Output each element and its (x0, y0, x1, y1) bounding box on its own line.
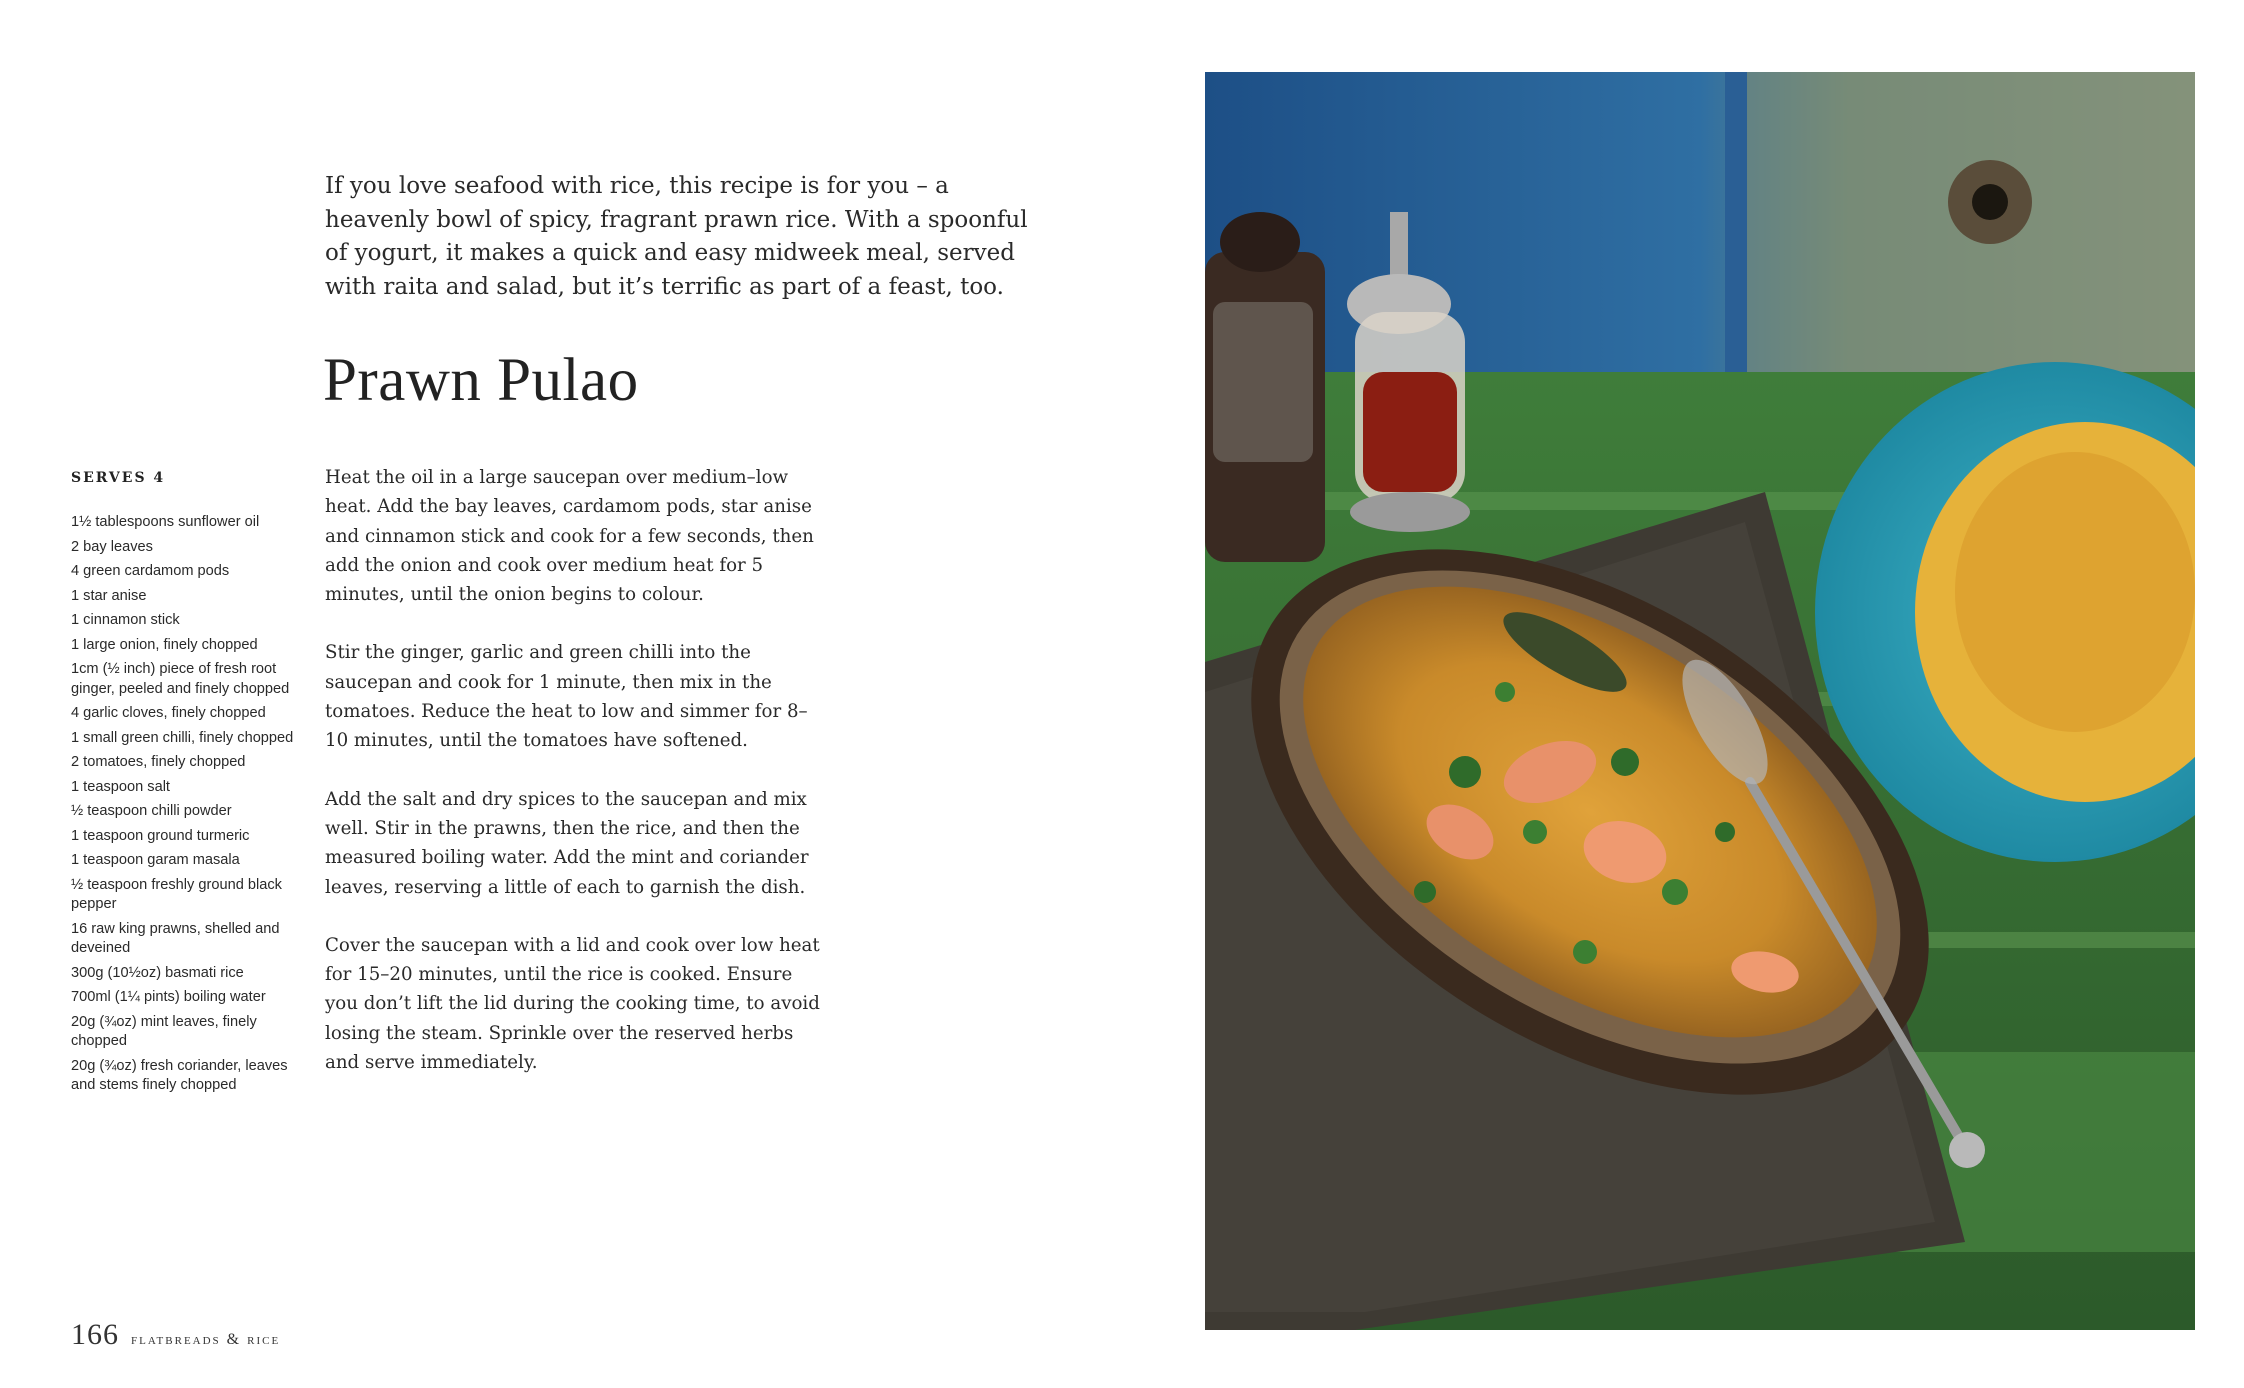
page-footer (71, 1318, 280, 1354)
method-step-4: Cover the saucepan with a lid and cook over low heat for 15–20 minutes, until the rice is cooked. Ensure you don’t lift the lid during the cooking time, to avoid losing the steam. Sprinkle over the reserved herbs and serve immediately. (325, 934, 820, 1074)
ingredient-item: 300g (10½oz) basmati rice (71, 964, 244, 981)
section-name: flatbreads & rice (131, 1331, 281, 1348)
method-step-2: Stir the ginger, garlic and green chilli into the saucepan and cook for 1 minute, then mix in the tomatoes. Reduce the heat to low and simmer for 8–10 minutes, until the tomatoes have softened. (325, 642, 808, 752)
method-step-1: Heat the oil in a large saucepan over medium–low heat. Add the bay leaves, cardamom pods, star anise and cinnamon stick and cook for a few seconds, then add the onion and cook over medium heat for 5 minutes, until the onion begins to colour. (325, 467, 814, 606)
serves-label: SERVES 4 (71, 470, 166, 486)
method-step-3: Add the salt and dry spices to the saucepan and mix well. Stir in the prawns, then the rice, and then the measured boiling water. Add the mint and coriander leaves, reserving a little of each to garnish the dish. (325, 788, 809, 898)
ingredient-item: 1 small green chilli, finely chopped (71, 729, 294, 746)
ingredient-item: ½ teaspoon chilli powder (71, 803, 232, 819)
ingredient-item: 4 garlic cloves, finely chopped (71, 705, 266, 721)
ingredient-item: 1 cinnamon stick (71, 612, 180, 628)
recipe-title: Prawn Pulao (323, 347, 639, 414)
ingredient-item: 2 tomatoes, finely chopped (71, 754, 246, 770)
ingredient-item: 700ml (1¼ pints) boiling water (71, 989, 266, 1005)
ingredient-item: 1 teaspoon salt (71, 778, 170, 795)
page-number: 166 (71, 1318, 119, 1351)
ingredient-item: 20g (¾oz) fresh coriander, leaves and stems finely chopped (71, 1057, 288, 1093)
ingredient-item: 1 teaspoon garam masala (71, 852, 240, 868)
ingredient-item: 4 green cardamom pods (71, 563, 230, 579)
ingredient-item: 2 bay leaves (71, 538, 153, 555)
recipe-photo (1205, 72, 2195, 1330)
ingredient-item: 1 large onion, finely chopped (71, 636, 258, 653)
ingredient-item: 1 star anise (71, 587, 147, 604)
ingredient-item: 16 raw king prawns, shelled and deveined (71, 920, 280, 956)
ingredient-item: ½ teaspoon freshly ground black pepper (71, 876, 282, 912)
recipe-intro: If you love seafood with rice, this recipe is for you – a heavenly bowl of spicy, fragrant prawn rice. With a spoonful of yogurt, it makes a quick and easy midweek meal, served with raita and salad, but it’s terrific as part of a feast, too. (325, 173, 1028, 300)
ingredient-item: 1cm (½ inch) piece of fresh root ginger, peeled and finely chopped (71, 661, 290, 697)
ingredient-item: 1 teaspoon ground turmeric (71, 827, 250, 844)
ingredient-item: 1½ tablespoons sunflower oil (71, 514, 260, 530)
ingredient-item: 20g (¾oz) mint leaves, finely chopped (71, 1013, 257, 1049)
pepper-grinder (1205, 212, 1325, 562)
ingredients-list (71, 513, 307, 1101)
method-steps (325, 463, 825, 1106)
